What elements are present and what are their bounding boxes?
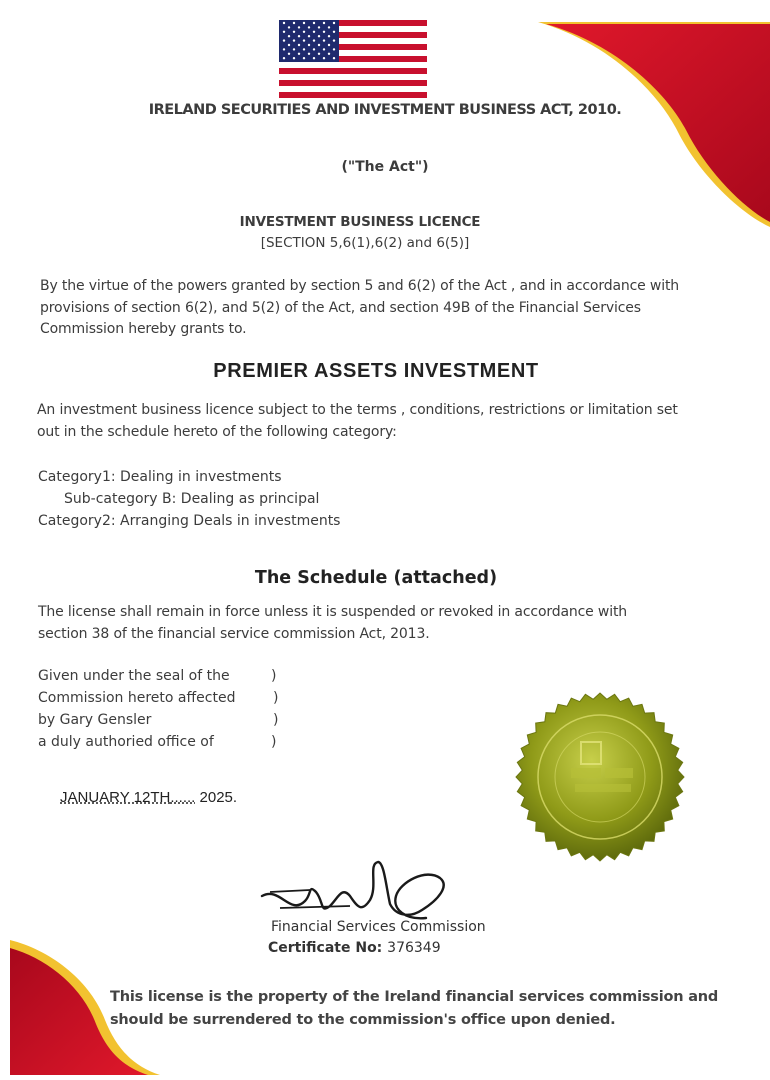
- company-name: PREMIER ASSETS INVESTMENT: [213, 360, 539, 382]
- date-year: 2025.: [199, 789, 238, 806]
- schedule-line: The license shall remain in force unless it is suspended or revoked in accordance with: [38, 604, 628, 620]
- intro-line: By the virtue of the powers granted by section 5 and 6(2) of the Act , and in accordance with: [40, 278, 680, 294]
- paren: ): [271, 668, 277, 684]
- schedule-heading: The Schedule (attached): [254, 568, 498, 588]
- category-2: Category2: Arranging Deals in investments: [38, 513, 341, 529]
- given-line-4: a duly authoried office of: [38, 734, 214, 750]
- schedule-line: section 38 of the financial service commission Act, 2013.: [38, 625, 430, 642]
- licence-sections: [SECTION 5,6(1),6(2) and 6(5)]: [260, 235, 470, 251]
- date-day: JANUARY 12TH: [60, 789, 171, 806]
- act-short-name: ("The Act"): [341, 159, 429, 175]
- footer-line: This license is the property of the Ireland financial services commission and: [110, 989, 719, 1005]
- official-seal: [515, 692, 685, 862]
- date-dots: ......: [170, 789, 196, 806]
- paren: ): [273, 712, 279, 728]
- intro-line: Commission hereby grants to.: [40, 321, 247, 337]
- licence-paragraph: [37, 400, 678, 443]
- given-line-3: by Gary Gensler: [38, 712, 152, 728]
- given-line-1: Given under the seal of the: [38, 668, 230, 684]
- issue-date: [60, 789, 237, 806]
- intro-line: provisions of section 6(2), and 5(2) of the Act, and section 49B of the Financial Services: [40, 299, 641, 316]
- footer-notice: [110, 986, 718, 1032]
- schedule-paragraph: [38, 602, 627, 645]
- certificate-value: 376349: [387, 940, 441, 956]
- licence-line: out in the schedule hereto of the following category:: [37, 423, 397, 440]
- paren: ): [273, 690, 279, 706]
- licence-line: An investment business licence subject to the terms , conditions, restrictions or limitation set: [37, 402, 678, 418]
- certificate-label: Certificate No:: [268, 940, 383, 956]
- us-flag-icon: [279, 20, 427, 98]
- category-1: Category1: Dealing in investments: [38, 469, 282, 485]
- corner-decoration-top-right: [538, 22, 770, 232]
- licence-title: INVESTMENT BUSINESS LICENCE: [239, 214, 481, 230]
- given-line-2: Commission hereto affected: [38, 690, 236, 706]
- act-title: IRELAND SECURITIES AND INVESTMENT BUSINESS ACT, 2010.: [148, 102, 622, 118]
- signatory-name: Financial Services Commission: [271, 919, 486, 935]
- certificate-number: [268, 940, 441, 956]
- paren: ): [271, 734, 277, 750]
- sub-category-b: Sub-category B: Dealing as principal: [64, 491, 320, 507]
- intro-paragraph: [40, 276, 679, 341]
- footer-line: should be surrendered to the commission's office upon denied.: [110, 1012, 616, 1028]
